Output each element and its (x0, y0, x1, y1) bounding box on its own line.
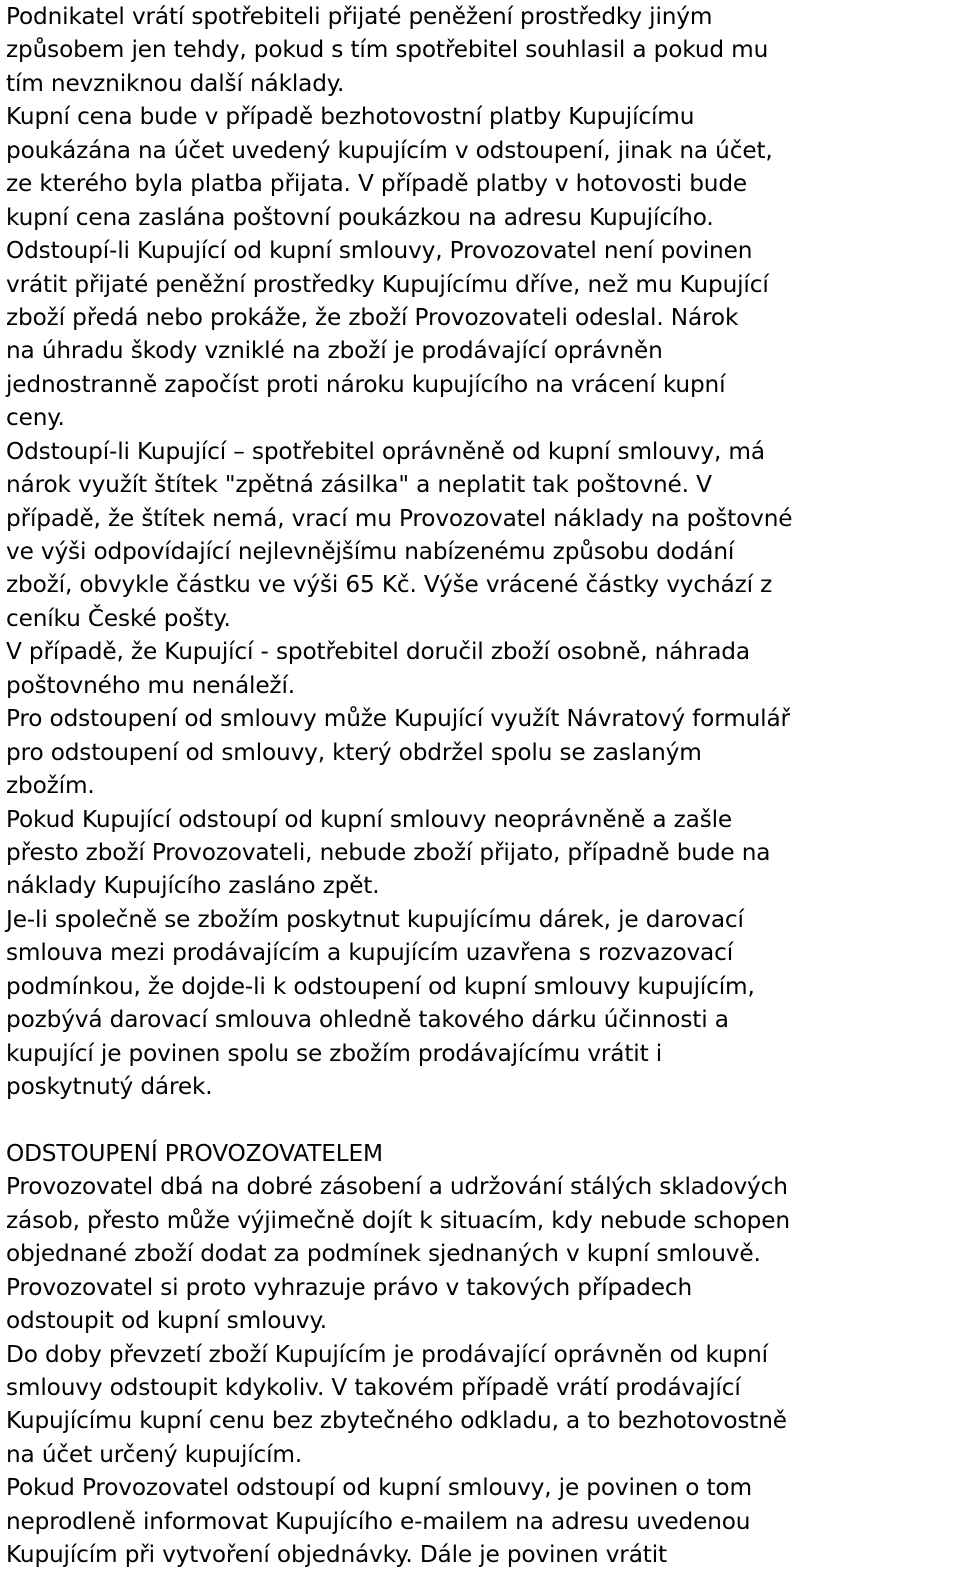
blank-line (6, 1103, 958, 1136)
text-line: případě, že štítek nemá, vrací mu Provozovatel náklady na poštovné (6, 504, 793, 532)
text-line: zbožím. (6, 772, 95, 800)
text-line: kupující je povinen spolu se zbožím prodávajícímu vrátit i (6, 1039, 663, 1067)
text-line: poštovného mu nenáleží. (6, 671, 295, 699)
text-line: tím nevzniknou další náklady. (6, 69, 345, 97)
text-line: ve výši odpovídající nejlevnějšímu nabízenému způsobu dodání (6, 538, 735, 565)
text-line: poskytnutý dárek. (6, 1073, 213, 1100)
text-line: pozbývá darovací smlouva ohledně takového dárku účinnosti a (6, 1006, 729, 1034)
text-line: Podnikatel vrátí spotřebiteli přijaté peněžení prostředky jiným (6, 3, 713, 30)
text-line: Odstoupí-li Kupující – spotřebitel oprávněně od kupní smlouvy, má (6, 437, 765, 465)
text-line: smlouva mezi prodávajícím a kupujícím uzavřena s rozvazovací (6, 939, 733, 967)
text-line: Provozovatel dbá na dobré zásobení a udržování stálých skladových (6, 1173, 788, 1201)
section-text (6, 1170, 958, 1571)
text-line: podmínkou, že dojde-li k odstoupení od kupní smlouvy kupujícím, (6, 972, 755, 1000)
text-line: Kupujícímu kupní cenu bez zbytečného odkladu, a to bezhotovostně (6, 1407, 787, 1435)
text-line: zboží předá nebo prokáže, že zboží Provozovateli odeslal. Nárok (6, 303, 739, 331)
text-line: objednané zboží dodat za podmínek sjednaných v kupní smlouvě. (6, 1240, 761, 1268)
text-line: jednostranně započíst proti nároku kupujícího na vrácení kupní (6, 370, 726, 398)
text-line: ceny. (6, 404, 65, 432)
text-line: V případě, že Kupující - spotřebitel doručil zboží osobně, náhrada (6, 638, 750, 666)
text-line: Odstoupí-li Kupující od kupní smlouvy, Provozovatel není povinen (6, 237, 753, 265)
text-line: Kupujícím při vytvoření objednávky. Dále je povinen vrátit (6, 1541, 667, 1569)
text-line: přesto zboží Provozovateli, nebude zboží přijato, případně bude na (6, 838, 771, 866)
text-line: zásob, přesto může výjimečně dojít k situacím, kdy nebude schopen (6, 1206, 790, 1234)
text-line: smlouvy odstoupit kdykoliv. V takovém případě vrátí prodávající (6, 1373, 741, 1401)
text-line: na úhradu škody vzniklé na zboží je prodávající oprávněn (6, 337, 663, 365)
body-text (6, 0, 958, 1103)
text-line: Do doby převzetí zboží Kupujícím je prodávající oprávněn od kupní (6, 1340, 768, 1368)
document-page (6, 0, 958, 1572)
text-line: Pokud Provozovatel odstoupí od kupní smlouvy, je povinen o tom (6, 1474, 752, 1502)
text-line: kupní cena zaslána poštovní poukázkou na adresu Kupujícího. (6, 203, 714, 231)
text-line: zboží, obvykle částku ve výši 65 Kč. Výše vrácené částky vychází z (6, 571, 773, 599)
text-line: Pokud Kupující odstoupí od kupní smlouvy neoprávněně a zašle (6, 805, 733, 833)
text-line: vrátit přijaté peněžní prostředky Kupujícímu dříve, než mu Kupující (6, 270, 769, 298)
text-line: Kupní cena bude v případě bezhotovostní platby Kupujícímu (6, 103, 695, 131)
text-line: Provozovatel si proto vyhrazuje právo v takových případech (6, 1273, 692, 1301)
text-line: ceníku České pošty. (6, 604, 231, 632)
section-heading: ODSTOUPENÍ PROVOZOVATELEM (6, 1139, 383, 1167)
text-line: poukázána na účet uvedený kupujícím v odstoupení, jinak na účet, (6, 136, 773, 164)
text-line: Je-li společně se zbožím poskytnut kupujícímu dárek, je darovací (6, 905, 744, 933)
text-line: pro odstoupení od smlouvy, který obdržel spolu se zaslaným (6, 738, 702, 766)
text-line: způsobem jen tehdy, pokud s tím spotřebitel souhlasil a pokud mu (6, 36, 769, 64)
text-line: Pro odstoupení od smlouvy může Kupující využít Návratový formulář (6, 705, 790, 733)
text-line: nárok využít štítek "zpětná zásilka" a neplatit tak poštovné. V (6, 471, 712, 499)
text-line: na účet určený kupujícím. (6, 1440, 303, 1468)
text-line: neprodleně informovat Kupujícího e-mailem na adresu uvedenou (6, 1507, 751, 1535)
text-line: náklady Kupujícího zasláno zpět. (6, 872, 380, 900)
text-line: odstoupit od kupní smlouvy. (6, 1307, 327, 1335)
text-line: ze kterého byla platba přijata. V případě platby v hotovosti bude (6, 170, 748, 198)
